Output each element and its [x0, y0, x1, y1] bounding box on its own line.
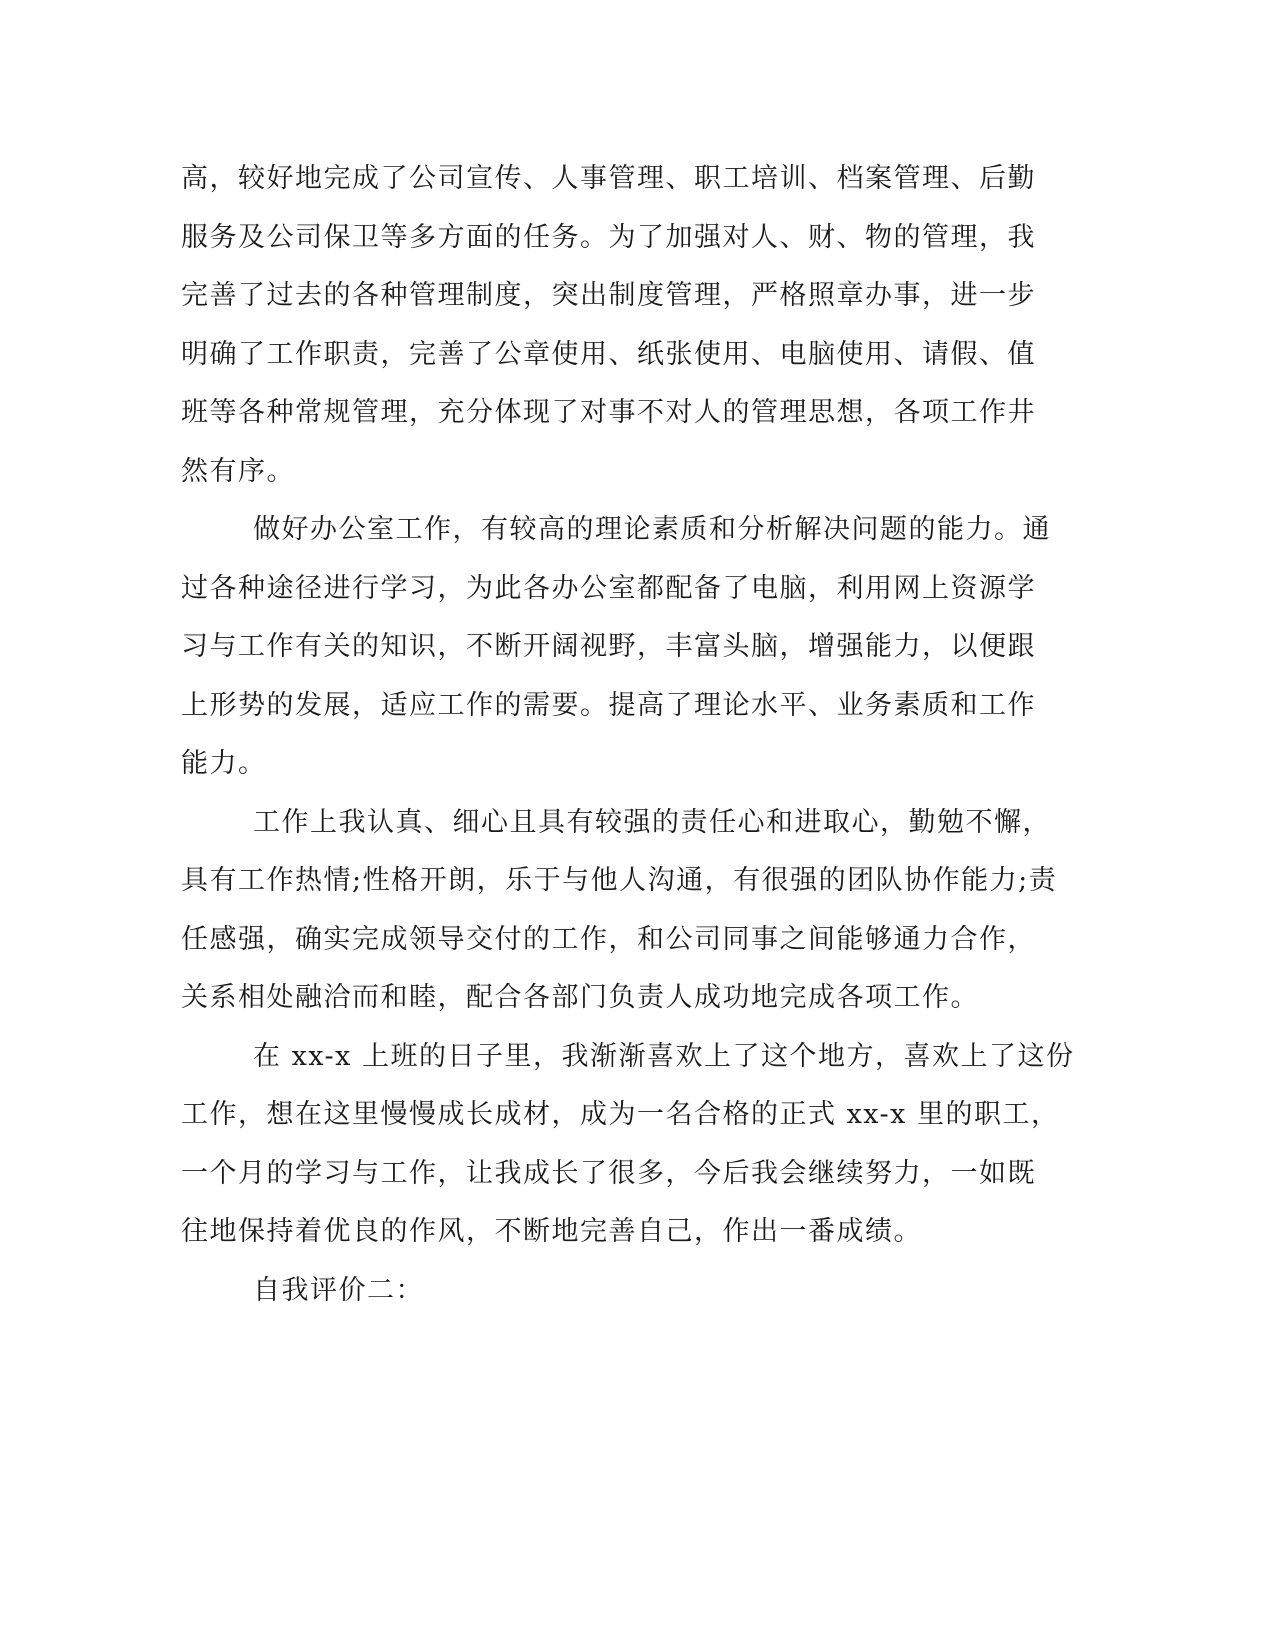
text-line: 上形势的发展，适应工作的需要。提高了理论水平、业务素质和工作: [181, 689, 1036, 721]
text-line: 高，较好地完成了公司宣传、人事管理、职工培训、档案管理、后勤: [181, 163, 1036, 194]
text-line: 一个月的学习与工作，让我成长了很多，今后我会继续努力，一如既: [181, 1157, 1036, 1189]
text-line: 工作，想在这里慢慢成长成材，成为一名合格的正式 xx-x 里的职工，: [181, 1099, 1060, 1130]
text-line: 具有工作热情;性格开朗，乐于与他人沟通，有很强的团队协作能力;责: [181, 865, 1058, 896]
text-line: 班等各种常规管理，充分体现了对事不对人的管理思想，各项工作井: [181, 397, 1036, 428]
text-line: 工作上我认真、细心且具有较强的责任心和进取心，勤勉不懈，: [253, 806, 1051, 838]
text-line: 做好办公室工作，有较高的理论素质和分析解决问题的能力。通: [253, 514, 1051, 545]
paragraph: [181, 794, 1058, 1028]
text-line: 任感强，确实完成领导交付的工作，和公司同事之间能够通力合作，: [181, 923, 1036, 955]
text-line: 明确了工作职责，完善了公章使用、纸张使用、电脑使用、请假、值: [181, 338, 1036, 370]
document-body: [181, 150, 1075, 1320]
paragraph: [181, 150, 1041, 501]
text-line: 过各种途径进行学习，为此各办公室都配备了电脑，利用网上资源学: [181, 572, 1036, 604]
text-line: 能力。: [181, 748, 267, 779]
paragraph: [181, 501, 1051, 794]
text-line: 完善了过去的各种管理制度，突出制度管理，严格照章办事，进一步: [181, 280, 1036, 311]
text-line: 自我评价二：: [253, 1274, 424, 1306]
text-line: 习与工作有关的知识，不断开阔视野，丰富头脑，增强能力，以便跟: [181, 631, 1036, 662]
section-heading: [181, 1262, 1041, 1321]
text-line: 关系相处融洽而和睦，配合各部门负责人成功地完成各项工作。: [181, 982, 979, 1013]
paragraph: [181, 1028, 1075, 1262]
text-line: 服务及公司保卫等多方面的任务。为了加强对人、财、物的管理，我: [181, 221, 1036, 253]
text-line: 然有序。: [181, 455, 295, 487]
text-line: 在 xx-x 上班的日子里，我渐渐喜欢上了这个地方，喜欢上了这份: [253, 1040, 1075, 1072]
text-line: 往地保持着优良的作风，不断地完善自己，作出一番成绩。: [181, 1216, 922, 1247]
